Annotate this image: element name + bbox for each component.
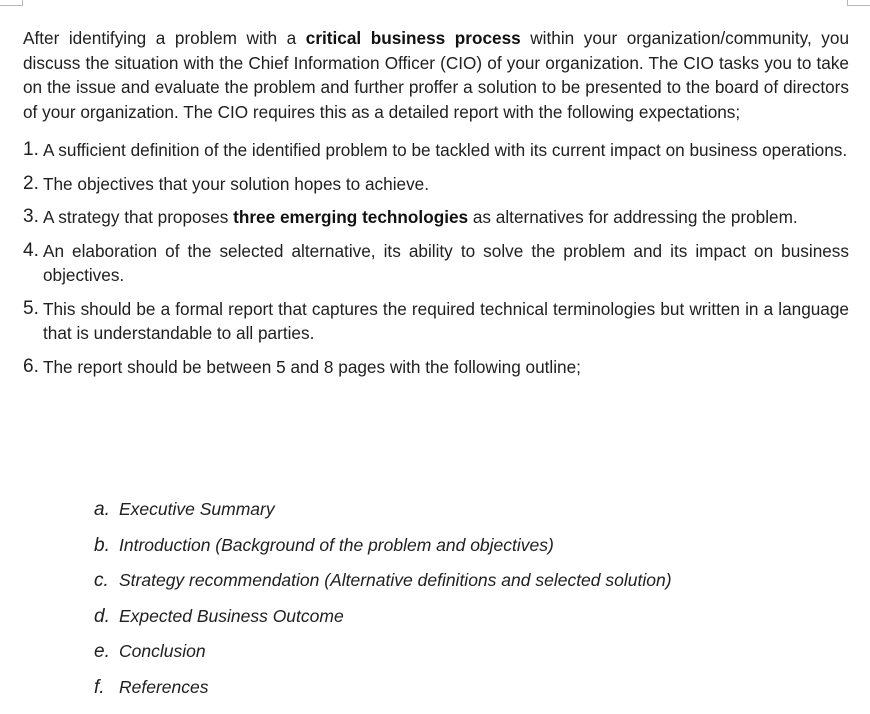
requirement-text: The objectives that your solution hopes to achieve. <box>43 173 429 194</box>
outline-item <box>94 636 672 672</box>
requirement-text-end: as alternatives for addressing the problem. <box>468 207 798 227</box>
outline-letter: c. <box>94 570 109 592</box>
outline-letter: b. <box>94 534 110 556</box>
requirement-text: A sufficient definition of the identified problem to be tackled with its current impact on business operations. <box>43 140 848 160</box>
page-corner-marker-left <box>0 0 23 6</box>
requirement-number: 6. <box>23 355 39 377</box>
report-outline-list <box>94 494 672 708</box>
requirements-list <box>23 138 849 379</box>
outline-item <box>94 494 672 530</box>
intro-text-start: After identifying a problem with a <box>23 28 306 48</box>
page-corner-marker-right <box>847 0 870 6</box>
outline-text: Conclusion <box>119 641 206 662</box>
requirement-text: The report should be between 5 and 8 pages with the following outline; <box>43 356 581 377</box>
intro-bold-phrase: critical business process <box>305 28 521 48</box>
requirement-item <box>23 355 849 380</box>
requirement-number: 2. <box>23 172 39 194</box>
outline-letter: a. <box>94 499 110 520</box>
outline-item <box>94 565 672 601</box>
outline-text: Expected Business Outcome <box>119 605 344 626</box>
requirement-number: 4. <box>23 239 39 261</box>
requirement-item <box>23 138 849 163</box>
outline-item <box>94 672 672 708</box>
outline-text: References <box>119 676 209 697</box>
intro-text-end: within your organization/community, you discuss the situation with the Chief Information Officer (CIO) of your organization. The CIO tasks you to take on the issue and evaluate the problem and further proffer a solution to be presented to the board of directors of your organization. The CIO requires this as a detailed report with the following expectations; <box>23 28 850 122</box>
outline-text: Executive Summary <box>119 499 275 519</box>
requirement-item <box>23 297 849 346</box>
requirement-number: 3. <box>23 206 39 227</box>
outline-text: Introduction (Background of the problem and objectives) <box>119 534 554 555</box>
outline-letter: d. <box>94 605 110 627</box>
requirement-text-start: A strategy that proposes <box>43 207 234 227</box>
requirement-item <box>23 205 849 230</box>
requirement-item <box>23 239 849 288</box>
requirement-number: 5. <box>23 297 39 319</box>
outline-item <box>94 530 672 566</box>
requirement-text: An elaboration of the selected alternative, its ability to solve the problem and its impact on business objectives. <box>43 240 849 285</box>
intro-paragraph <box>23 26 849 124</box>
requirement-item <box>23 172 849 197</box>
document-page <box>23 26 850 698</box>
outline-item <box>94 601 672 637</box>
outline-letter: f. <box>94 676 105 698</box>
requirement-text: This should be a formal report that captures the required technical terminologies but written in a language that is understandable to all parties. <box>43 298 849 343</box>
outline-letter: e. <box>94 641 110 663</box>
requirement-bold-phrase: three emerging technologies <box>233 207 469 227</box>
requirement-number: 1. <box>23 139 39 160</box>
outline-text: Strategy recommendation (Alternative definitions and selected solution) <box>119 570 672 591</box>
